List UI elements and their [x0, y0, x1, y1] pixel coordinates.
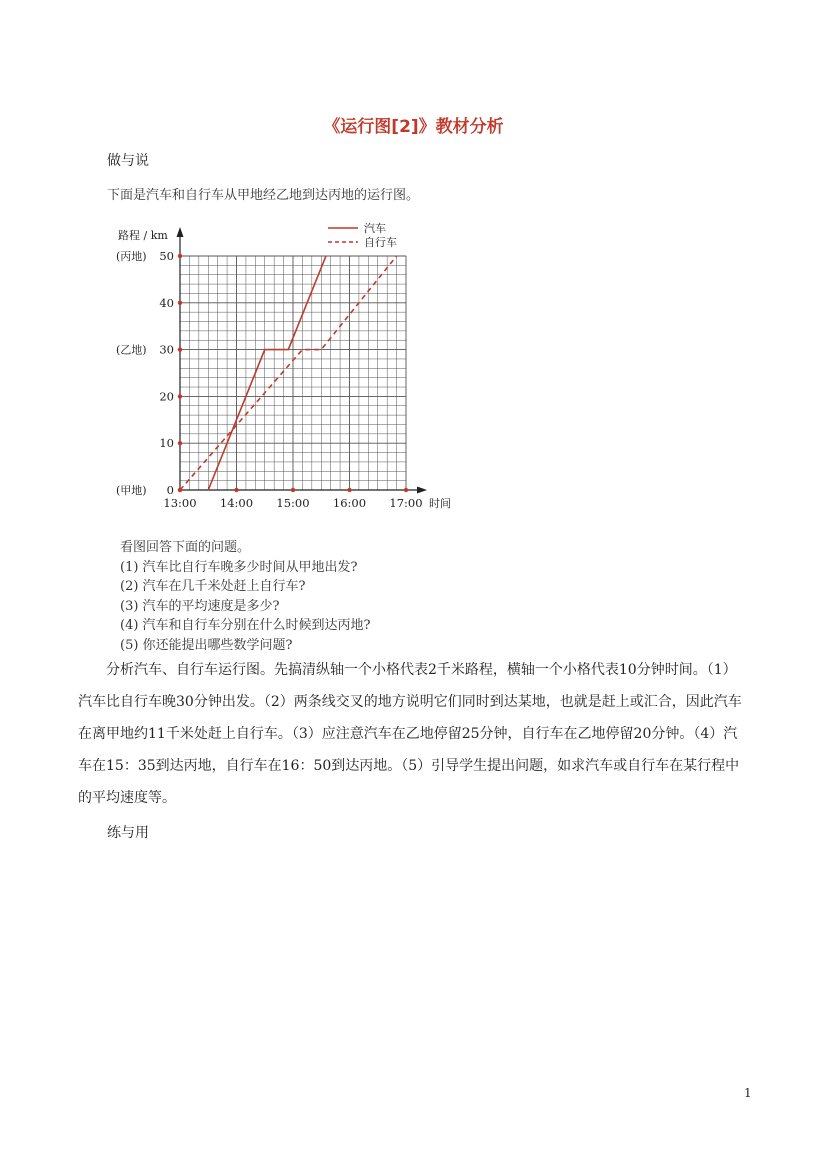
place-label: (甲地)	[116, 484, 147, 497]
y-axis-label: 路程 / km	[118, 229, 168, 242]
question-1: (1) 汽车比自行车晚多少时间从甲地出发?	[120, 559, 358, 575]
y-tick-label: 50	[159, 249, 174, 263]
section-heading-practice: 练与用	[107, 825, 149, 841]
y-tick-label: 10	[159, 436, 174, 451]
y-tick-dot	[178, 301, 182, 305]
travel-chart	[100, 213, 460, 523]
place-label: (丙地)	[116, 250, 147, 263]
y-tick-label: 20	[159, 389, 174, 404]
x-tick-dot	[234, 488, 238, 492]
questions-block	[120, 538, 371, 655]
x-axis-arrow	[417, 487, 427, 494]
x-tick-label: 17:00	[389, 496, 423, 510]
y-tick-label: 0	[166, 483, 174, 497]
question-5: (5) 你还能提出哪些数学问题?	[120, 637, 293, 653]
y-tick-dot	[178, 254, 182, 258]
questions-title: 看图回答下面的问题。	[120, 540, 251, 555]
question-4: (4) 汽车和自行车分别在什么时候到达丙地?	[120, 618, 371, 633]
chart-ticks	[116, 249, 423, 510]
x-tick-dot	[291, 488, 295, 492]
y-tick-dot	[178, 441, 182, 445]
legend-label: 汽车	[364, 222, 386, 235]
x-tick-label: 15:00	[276, 496, 310, 510]
x-tick-dot	[347, 488, 351, 492]
page-title: 《运行图[2]》教材分析	[323, 117, 504, 137]
legend-label: 自行车	[364, 236, 397, 249]
y-tick-label: 40	[159, 295, 174, 310]
intro-text: 下面是汽车和自行车从甲地经乙地到达丙地的运行图。	[107, 188, 420, 203]
chart-series	[180, 256, 397, 490]
x-tick-label: 16:00	[332, 496, 367, 510]
x-tick-dot	[404, 488, 408, 492]
y-axis-arrow	[177, 227, 184, 237]
analysis-paragraph: 分析汽车、自行车运行图。先搞清纵轴一个小格代表2千米路程，横轴一个小格代表10分钟时间。（1）汽车比自行车晚30分钟出发。（2）两条线交叉的地方说明它们同时到达某地，也就是赶上或汇合，因此汽车在离甲地约11千米处赶上自行车。（3）应注意汽车在乙地停留25分钟，自行车在乙地停留20分钟。（4）汽车在15：35到达丙地，自行车在16：50到达丙地。（5）引导学生提出问题，如求汽车或自行车在某行程中的平均速度等。	[78, 662, 742, 806]
page-number: 1	[744, 1086, 752, 1100]
section-heading-do-and-say: 做与说	[107, 153, 149, 169]
car-line	[208, 256, 326, 490]
x-tick-label: 14:00	[219, 496, 254, 510]
y-tick-label: 30	[159, 342, 174, 357]
question-3: (3) 汽车的平均速度是多少?	[120, 598, 280, 614]
place-label: (乙地)	[116, 343, 147, 357]
x-tick-label: 13:00	[163, 496, 197, 510]
chart-legend	[328, 222, 397, 249]
bicycle-line	[180, 256, 397, 490]
question-2: (2) 汽车在几千米处赶上自行车?	[120, 579, 306, 594]
x-axis-label: 时间	[429, 497, 451, 510]
y-tick-dot	[178, 394, 182, 398]
chart-grid	[180, 256, 406, 490]
y-tick-dot	[178, 347, 182, 351]
